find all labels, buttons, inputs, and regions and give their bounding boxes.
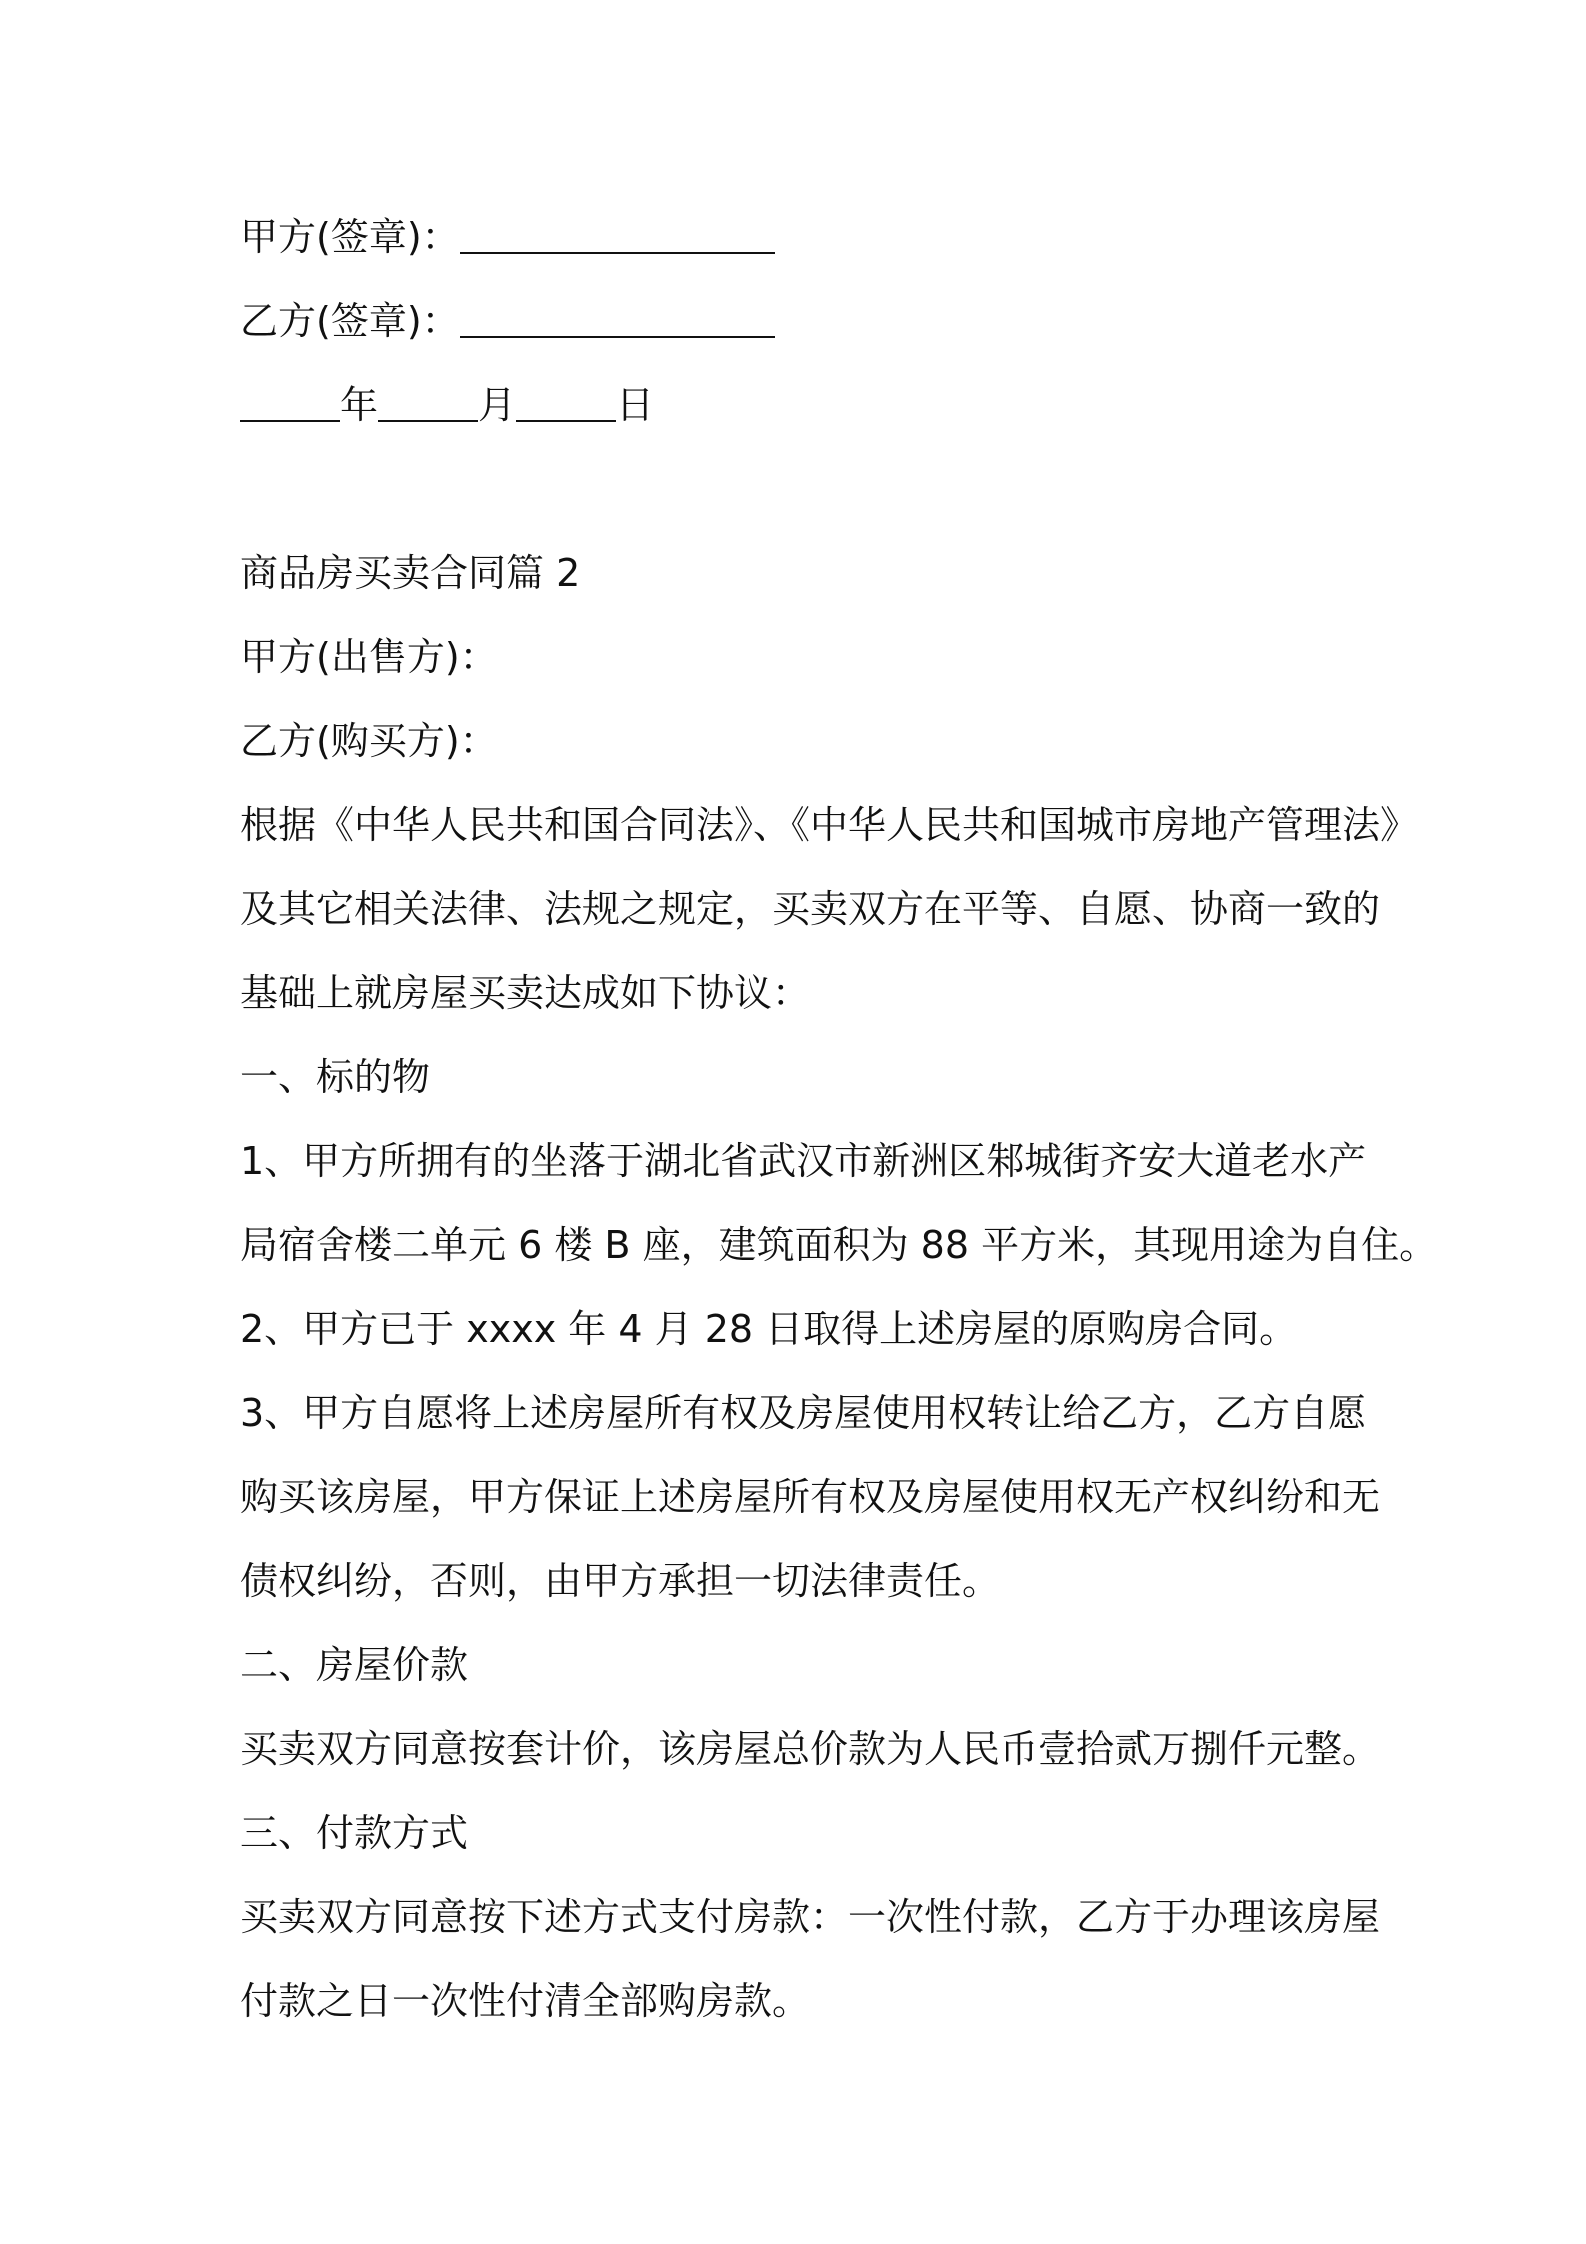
section-1-line: 1、甲方所拥有的坐落于湖北省武汉市新洲区邾城街齐安大道老水产 (240, 1139, 1367, 1183)
month-label: 月 (478, 383, 517, 427)
party-a-signature-line (240, 195, 1370, 279)
year-label: 年 (340, 383, 379, 427)
section-spacer (240, 447, 1370, 531)
day-blank (516, 419, 616, 422)
signature-date-line (240, 363, 1370, 447)
party-b-signature-label: 乙方(签章)： (240, 299, 460, 343)
section-3-line: 买卖双方同意按下述方式支付房款：一次性付款，乙方于办理该房屋 (240, 1895, 1381, 1939)
year-blank (240, 419, 340, 422)
section-1-heading: 一、标的物 (240, 1055, 431, 1099)
section-3-heading: 三、付款方式 (240, 1811, 469, 1855)
section-1-line: 局宿舍楼二单元 6 楼 B 座，建筑面积为 88 平方米，其现用途为自住。 (240, 1223, 1438, 1267)
section-1-line: 3、甲方自愿将上述房屋所有权及房屋使用权转让给乙方，乙方自愿 (240, 1391, 1367, 1435)
month-blank (378, 419, 478, 422)
section-3-line: 付款之日一次性付清全部购房款。 (240, 1979, 811, 2023)
preamble-line: 根据《中华人民共和国合同法》、《中华人民共和国城市房地产管理法》 (240, 803, 1419, 847)
buyer-label: 乙方(购买方)： (240, 719, 498, 763)
party-b-signature-blank (460, 335, 775, 338)
section-1-line: 购买该房屋，甲方保证上述房屋所有权及房屋使用权无产权纠纷和无 (240, 1475, 1381, 1519)
section-1-line: 2、甲方已于 xxxx 年 4 月 28 日取得上述房屋的原购房合同。 (240, 1307, 1298, 1351)
preamble-line: 基础上就房屋买卖达成如下协议： (240, 971, 811, 1015)
section-2-line: 买卖双方同意按套计价，该房屋总价款为人民币壹拾贰万捌仟元整。 (240, 1727, 1381, 1771)
day-label: 日 (616, 383, 655, 427)
party-b-signature-line (240, 279, 1370, 363)
section-2-heading: 二、房屋价款 (240, 1643, 469, 1687)
seller-label: 甲方(出售方)： (240, 635, 498, 679)
preamble-line: 及其它相关法律、法规之规定，买卖双方在平等、自愿、协商一致的 (240, 887, 1381, 931)
party-a-signature-blank (460, 251, 775, 254)
contract-title: 商品房买卖合同篇 2 (240, 551, 581, 595)
document-page (240, 195, 1438, 2043)
section-1-line: 债权纠纷，否则，由甲方承担一切法律责任。 (240, 1559, 1001, 1603)
party-a-signature-label: 甲方(签章)： (240, 215, 460, 259)
